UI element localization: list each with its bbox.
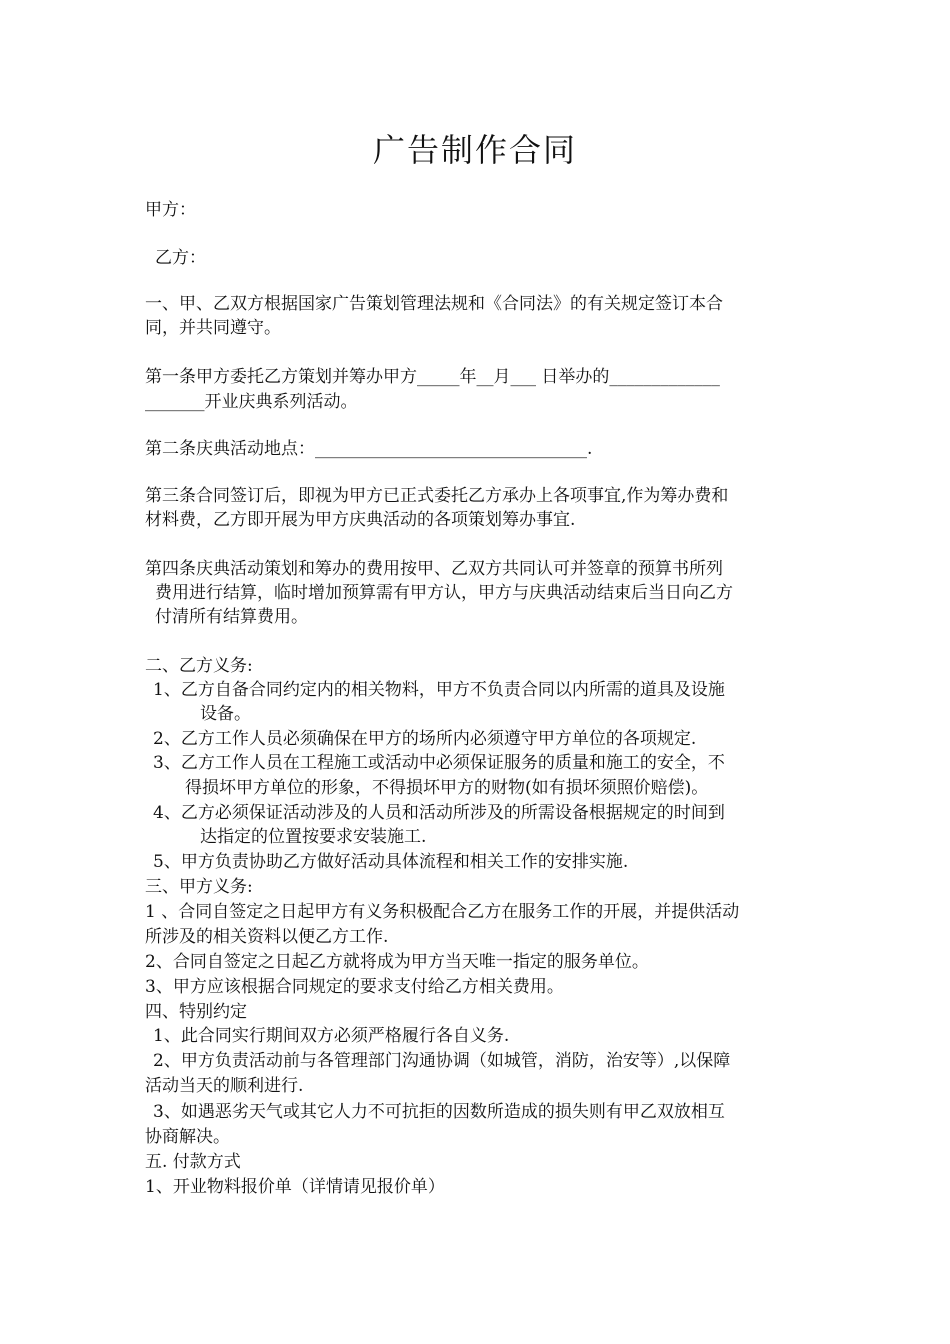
section-2-item-1-line-1: 1、乙方自备合同约定内的相关物料，甲方不负责合同以内所需的道具及设施 (153, 680, 725, 700)
document-title: 广告制作合同 (372, 131, 577, 169)
article-1-line-1: 第一条甲方委托乙方策划并筹办甲方_____年__月___ 日举办的_____________ (145, 367, 720, 387)
section-2-item-1-line-2: 设备。 (200, 704, 251, 724)
section-2-item-4-line-1: 4、乙方必须保证活动涉及的人员和活动所涉及的所需设备根据规定的时间到 (153, 803, 725, 823)
section-3-item-1-line-2: 所涉及的相关资料以便乙方工作. (145, 927, 389, 947)
section-2-item-4-line-2: 达指定的位置按要求安装施工. (200, 827, 427, 847)
article-4-line-2: 费用进行结算，临时增加预算需有甲方认，甲方与庆典活动结束后当日向乙方 (155, 583, 733, 603)
article-3-line-2: 材料费，乙方即开展为甲方庆典活动的各项策划筹办事宜. (145, 510, 576, 530)
section-4-item-3-line-2: 协商解决。 (145, 1127, 230, 1147)
section-2-item-3-line-1: 3、乙方工作人员在工程施工或活动中必须保证服务的质量和施工的安全，不 (153, 753, 725, 773)
section-3-item-2: 2、合同自签定之日起乙方就将成为甲方当天唯一指定的服务单位。 (145, 952, 649, 972)
section-5-item-1: 1、开业物料报价单（详情请见报价单） (145, 1177, 445, 1197)
section-3-item-3: 3、甲方应该根据合同规定的要求支付给乙方相关费用。 (145, 977, 564, 997)
article-3-line-1: 第三条合同签订后，即视为甲方已正式委托乙方承办上各项事宜,作为筹办费和 (145, 486, 729, 506)
intro-line-2: 同，并共同遵守。 (145, 318, 281, 338)
section-3-item-1-line-1: 1 、合同自签定之日起甲方有义务积极配合乙方在服务工作的开展，并提供活动 (145, 902, 740, 922)
section-2-item-2: 2、乙方工作人员必须确保在甲方的场所内必须遵守甲方单位的各项规定. (153, 729, 697, 749)
section-4-item-1: 1、此合同实行期间双方必须严格履行各自义务. (153, 1026, 510, 1046)
section-2-item-5: 5、甲方负责协助乙方做好活动具体流程和相关工作的安排实施. (153, 852, 629, 872)
section-3-heading: 三、甲方义务: (145, 877, 253, 897)
intro-line-1: 一、甲、乙双方根据国家广告策划管理法规和《合同法》的有关规定签订本合 (145, 294, 723, 314)
section-4-item-2-line-1: 2、甲方负责活动前与各管理部门沟通协调（如城管，消防，治安等）,以保障 (153, 1051, 731, 1071)
section-2-item-3-line-2: 得损坏甲方单位的形象，不得损坏甲方的财物(如有损坏须照价赔偿)。 (185, 778, 709, 798)
section-2-heading: 二、乙方义务: (145, 656, 253, 676)
article-1-line-2: _______开业庆典系列活动。 (145, 392, 358, 412)
article-4-line-1: 第四条庆典活动策划和筹办的费用按甲、乙双方共同认可并签章的预算书所列 (145, 559, 723, 579)
party-a-label: 甲方： (145, 200, 196, 220)
article-4-line-3: 付清所有结算费用。 (155, 607, 308, 627)
section-4-item-3-line-1: 3、如遇恶劣天气或其它人力不可抗拒的因数所造成的损失则有甲乙双放相互 (153, 1102, 725, 1122)
section-5-heading: 五. 付款方式 (145, 1152, 241, 1172)
article-2: 第二条庆典活动地点：________________________________. (145, 439, 593, 459)
section-4-heading: 四、特别约定 (145, 1002, 247, 1022)
party-b-label: 乙方： (155, 248, 206, 268)
section-4-item-2-line-2: 活动当天的顺利进行. (145, 1076, 304, 1096)
